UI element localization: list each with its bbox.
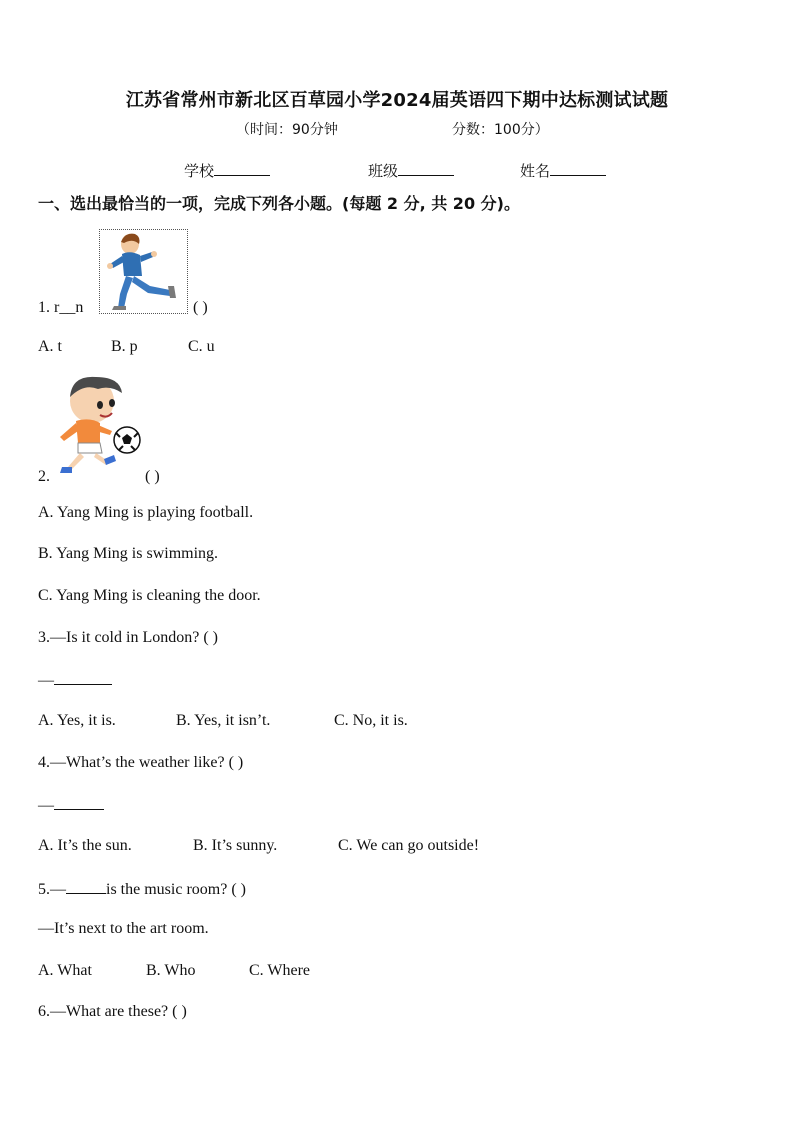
class-label: 班级 xyxy=(368,162,399,180)
q3-dash: — xyxy=(38,672,54,689)
section-heading: 一、选出最恰当的一项，完成下列各小题。(每题 2 分, 共 20 分)。 xyxy=(38,194,520,213)
school-blank[interactable] xyxy=(214,161,270,176)
q1-answer-paren[interactable]: ( ) xyxy=(193,299,208,316)
q3-stem: 3.—Is it cold in London? ( ) xyxy=(38,629,218,646)
q3-answer-line[interactable] xyxy=(38,670,112,690)
q5-stem xyxy=(38,879,246,899)
q2-answer-paren[interactable]: ( ) xyxy=(145,468,160,485)
exam-time: （时间：90分钟 xyxy=(236,122,338,138)
q1-option-c[interactable]: C. u xyxy=(188,338,215,355)
q6-stem: 6.—What are these? ( ) xyxy=(38,1003,187,1020)
running-boy-icon xyxy=(100,230,187,313)
q1-option-b[interactable]: B. p xyxy=(111,338,138,355)
q3-option-c[interactable]: C. No, it is. xyxy=(334,712,408,729)
q4-blank[interactable] xyxy=(54,795,104,810)
q5-option-c[interactable]: C. Where xyxy=(249,962,311,979)
q5-option-b[interactable]: B. Who xyxy=(146,962,196,979)
q1-stem: 1. r__n xyxy=(38,299,84,316)
q2-option-a[interactable]: A. Yang Ming is playing football. xyxy=(38,504,254,521)
q4-stem: 4.—What’s the weather like? ( ) xyxy=(38,754,244,771)
q5-stem-pre: 5.— xyxy=(38,881,66,898)
class-blank[interactable] xyxy=(398,161,454,176)
q5-stem-post: is the music room? ( ) xyxy=(106,881,246,898)
runner-image xyxy=(99,229,188,314)
q5-blank[interactable] xyxy=(66,879,106,894)
school-label: 学校 xyxy=(184,162,215,180)
name-label: 姓名 xyxy=(520,162,551,180)
q2-number: 2. xyxy=(38,468,50,485)
school-field[interactable] xyxy=(184,160,270,181)
q3-option-a[interactable]: A. Yes, it is. xyxy=(38,712,116,729)
name-field[interactable] xyxy=(520,160,606,181)
q2-option-b[interactable]: B. Yang Ming is swimming. xyxy=(38,545,219,562)
q3-option-b[interactable]: B. Yes, it isn’t. xyxy=(176,712,271,729)
q3-blank[interactable] xyxy=(54,670,112,685)
q4-dash: — xyxy=(38,797,54,814)
page-title: 江苏省常州市新北区百草园小学2024届英语四下期中达标测试试题 xyxy=(125,90,669,111)
q4-option-b[interactable]: B. It’s sunny. xyxy=(193,837,278,854)
boy-kicking-football-icon xyxy=(50,371,145,483)
q5-option-a[interactable]: A. What xyxy=(38,962,92,979)
class-field[interactable] xyxy=(368,160,454,181)
name-blank[interactable] xyxy=(550,161,606,176)
exam-score: 分数：100分） xyxy=(452,122,549,138)
q4-option-a[interactable]: A. It’s the sun. xyxy=(38,837,132,854)
q4-answer-line[interactable] xyxy=(38,795,104,815)
q4-option-c[interactable]: C. We can go outside! xyxy=(338,837,480,854)
q1-option-a[interactable]: A. t xyxy=(38,338,62,355)
q5-reply: —It’s next to the art room. xyxy=(38,920,209,937)
footballer-image xyxy=(50,371,145,483)
q2-option-c[interactable]: C. Yang Ming is cleaning the door. xyxy=(38,587,261,604)
